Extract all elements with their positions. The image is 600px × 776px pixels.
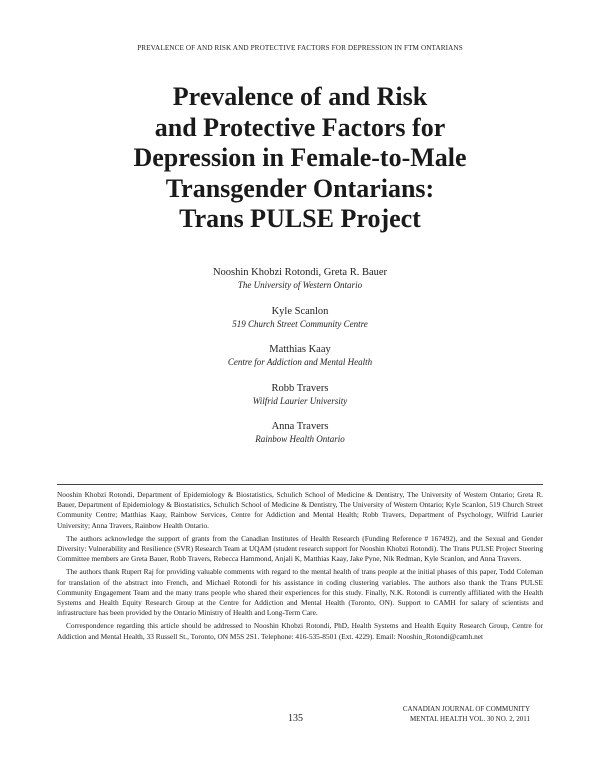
author-name: Anna Travers bbox=[271, 421, 329, 432]
title-line: Depression in Female-to-Male bbox=[133, 143, 467, 172]
author-affiliations-note: Nooshin Khobzi Rotondi, Department of Epidemiology & Biostatistics, Schulich School of Medicine & Dentistry, The University of Western Ontario; Greta R. Bauer, Department of Epidemiology & Biostatistics, Schulich School of Medicine & Dentistry, The University of Western Ontario; Kyle Scanlon, 519 Church Street Community Centre; Matthias Kaay, Rainbow Services, Centre for Addiction and Mental Health; Robb Travers, Department of Psychology, Wilfrid Laurier University; Anna Travers, Rainbow Health Ontario. bbox=[57, 490, 543, 530]
author-entry bbox=[60, 382, 540, 408]
author-affiliation: Centre for Addiction and Mental Health bbox=[227, 357, 373, 367]
author-name: Matthias Kaay bbox=[269, 344, 331, 355]
author-list bbox=[60, 266, 540, 446]
author-entry bbox=[60, 420, 540, 446]
page-number: 135 bbox=[288, 713, 303, 724]
author-affiliation: 519 Church Street Community Centre bbox=[232, 318, 368, 329]
author-name: Robb Travers bbox=[271, 382, 329, 394]
author-affiliation: Rainbow Health Ontario bbox=[255, 434, 345, 444]
funding-note: The authors acknowledge the support of grants from the Canadian Institutes of Health Research (Funding Reference # 167492), and the Sexual and Gender Diversity: Vulnerability and Resilience (SVR) Research Team at UQAM (student research support for Nooshin Khobzi Rotondi). The Trans PULSE Project Steering Committee members are Greta Bauer, Robb Travers, Rebecca Hammond, Anjali K, Matthias Kaay, Jake Pyne, Nik Redman, Kyle Scanlon, and Anna Travers. bbox=[57, 533, 543, 564]
author-name: Nooshin Khobzi Rotondi, Greta R. Bauer bbox=[212, 267, 388, 278]
author-entry bbox=[60, 266, 540, 292]
correspondence-note: Correspondence regarding this article should be addressed to Nooshin Khobzi Rotondi, PhD, Health Systems and Health Equity Research Group, Centre for Addiction and Mental Health, 33 Russell St., Toronto, ON M5S 2S1. Telephone: 416-535-8501 (Ext. 4229). Email: Nooshin_Rotondi@camh.net bbox=[57, 621, 543, 641]
journal-line: MENTAL HEALTH VOL. 30 NO. 2, 2011 bbox=[409, 714, 530, 723]
title-line: Trans PULSE Project bbox=[179, 204, 421, 233]
journal-citation bbox=[403, 705, 530, 724]
author-affiliation: Wilfrid Laurier University bbox=[252, 395, 348, 406]
author-name: Kyle Scanlon bbox=[271, 305, 329, 317]
title-line: Prevalence of and Risk bbox=[172, 82, 428, 111]
acknowledgements-note: The authors thank Rupert Raj for providing valuable comments with regard to the mental health of trans people at the initial phases of this paper, Todd Coleman for translation of the abstract into French, and Michael Rotondi for his assistance in coding clustering variables. The authors also thank the Trans PULSE Community Engagement Team and the many trans people who shared their experiences for this study. Finally, N.K. Rotondi is currently affiliated with the Health Systems and Health Equity Research Group at the Centre for Addiction and Mental Health (Toronto, ON). Support to CAMH for salary of scientists and infrastructure has been provided by the Ontario Ministry of Health and Long-Term Care. bbox=[57, 567, 543, 618]
author-entry bbox=[60, 305, 540, 331]
author-affiliation: The University of Western Ontario bbox=[237, 280, 363, 290]
footnotes bbox=[57, 490, 543, 642]
journal-line: CANADIAN JOURNAL OF COMMUNITY bbox=[402, 705, 530, 713]
author-entry bbox=[60, 343, 540, 369]
footnote-divider bbox=[57, 484, 543, 485]
running-head: PREVALENCE OF AND RISK AND PROTECTIVE FACTORS FOR DEPRESSION IN FTM ONTARIANS bbox=[137, 44, 463, 52]
title-line: Transgender Ontarians: bbox=[165, 173, 435, 203]
title-line: and Protective Factors for bbox=[154, 112, 446, 142]
article-title bbox=[60, 82, 540, 235]
